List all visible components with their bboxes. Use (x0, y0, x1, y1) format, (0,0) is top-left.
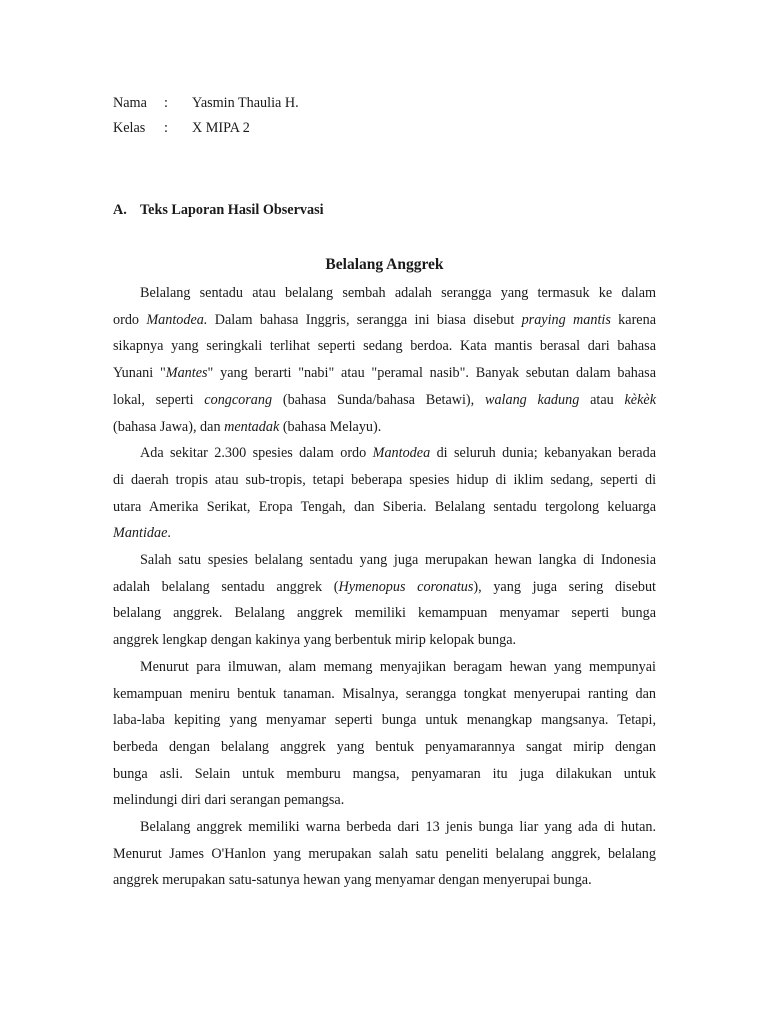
text-line (113, 280, 656, 307)
text-span: bunga asli. Selain untuk memburu mangsa, penyamaran itu juga dilakukan untuk (113, 765, 657, 782)
text-span: Ada sekitar 2.300 spesies dalam ordo (140, 445, 373, 462)
text-line (113, 787, 656, 814)
text-line (113, 600, 656, 627)
text-line (113, 841, 656, 868)
text-line (113, 867, 656, 894)
text-line (113, 547, 656, 574)
italic-term: Mantes (165, 365, 208, 382)
text-span: melindungi diri dari serangan pemangsa. (113, 792, 345, 809)
text-line (113, 307, 656, 334)
text-span: di seluruh dunia; kebanyakan berada (430, 445, 656, 462)
text-line (113, 654, 656, 681)
italic-term: Mantodea (372, 445, 431, 462)
document-body (113, 280, 656, 894)
paragraph-1 (113, 280, 656, 440)
text-span: ), yang juga sering disebut (473, 578, 656, 595)
text-span: Menurut James O'Hanlon yang merupakan salah satu peneliti belalang anggrek, belalang (113, 845, 656, 862)
text-span: Yunani " (113, 365, 166, 382)
text-line (113, 494, 656, 521)
text-span: (bahasa Sunda/bahasa Betawi), (272, 391, 485, 408)
text-line (113, 360, 656, 387)
italic-term: walang kadung (484, 391, 580, 408)
italic-term: Mantodea. (146, 311, 208, 328)
text-span: Belalang sentadu atau belalang sembah adalah serangga yang termasuk ke dalam (140, 285, 657, 301)
text-line (113, 814, 656, 841)
text-span: kemampuan meniru bentuk tanaman. Misalnya, serangga tongkat menyerupai ranting dan (113, 685, 657, 702)
italic-term: Mantidae (113, 525, 168, 542)
text-line (113, 734, 656, 761)
text-line (113, 467, 656, 494)
paragraph-4 (113, 654, 656, 814)
class-value: X MIPA 2 (192, 120, 250, 136)
text-line (113, 520, 656, 547)
text-line (113, 387, 656, 414)
italic-term: praying mantis (521, 311, 611, 328)
text-line (113, 574, 656, 601)
name-value: Yasmin Thaulia H. (192, 95, 299, 111)
text-span: anggrek merupakan satu-satunya hewan yang menyamar dengan menyerupai bunga. (113, 872, 592, 889)
text-span: di daerah tropis atau sub-tropis, tetapi beberapa spesies hidup di iklim sedang, seperti di (113, 471, 657, 488)
text-span: " yang berarti "nabi" atau "peramal nasib". Banyak sebutan dalam bahasa (207, 365, 656, 382)
text-span: atau (579, 391, 625, 408)
italic-term: kèkèk (624, 391, 656, 408)
italic-term: mentadak (224, 418, 280, 435)
text-line (113, 627, 656, 654)
document-title: Belalang Anggrek (325, 256, 444, 273)
section-title: Teks Laporan Hasil Observasi (140, 202, 324, 218)
text-span: Dalam bahasa Inggris, serangga ini biasa disebut (207, 311, 522, 328)
text-line (113, 414, 656, 441)
paragraph-3 (113, 547, 656, 654)
italic-term: congcorang (204, 391, 273, 408)
name-label: Nama (113, 95, 147, 111)
text-span: berbeda dengan belalang anggrek yang bentuk penyamarannya sangat mirip dengan (113, 738, 656, 755)
text-span: belalang anggrek. Belalang anggrek memiliki kemampuan menyamar seperti bunga (113, 605, 656, 622)
name-colon: : (164, 95, 168, 111)
text-span: Salah satu spesies belalang sentadu yang juga merupakan hewan langka di Indonesia (140, 552, 657, 569)
italic-term: Hymenopus coronatus (338, 578, 474, 595)
text-span: utara Amerika Serikat, Eropa Tengah, dan Siberia. Belalang sentadu tergolong keluarga (113, 498, 657, 515)
text-span: anggrek lengkap dengan kakinya yang berbentuk mirip kelopak bunga. (113, 632, 517, 649)
text-span: . (167, 525, 171, 542)
section-number: A. (113, 202, 127, 218)
text-line (113, 707, 656, 734)
paragraph-5 (113, 814, 656, 894)
text-span: lokal, seperti (113, 391, 205, 408)
text-span: (bahasa Jawa), dan (113, 418, 225, 435)
text-span: karena (610, 311, 656, 328)
class-label: Kelas (113, 120, 146, 136)
text-span: Belalang anggrek memiliki warna berbeda dari 13 jenis bunga liar yang ada di hutan. (140, 819, 657, 836)
text-span: (bahasa Melayu). (279, 418, 382, 435)
class-colon: : (164, 120, 168, 136)
text-line (113, 333, 656, 360)
text-span: laba-laba kepiting yang menyamar seperti bunga untuk menangkap mangsanya. Tetapi, (113, 712, 657, 729)
text-span: sikapnya yang seringkali terlihat seperti sedang berdoa. Kata mantis berasal dari bahasa (113, 338, 656, 355)
paragraph-2 (113, 440, 656, 547)
text-line (113, 681, 656, 708)
text-span: adalah belalang sentadu anggrek ( (113, 578, 339, 595)
text-line (113, 761, 656, 788)
text-span: ordo (113, 311, 147, 328)
text-span: Menurut para ilmuwan, alam memang menyajikan beragam hewan yang mempunyai (140, 658, 656, 675)
text-line (113, 440, 656, 467)
